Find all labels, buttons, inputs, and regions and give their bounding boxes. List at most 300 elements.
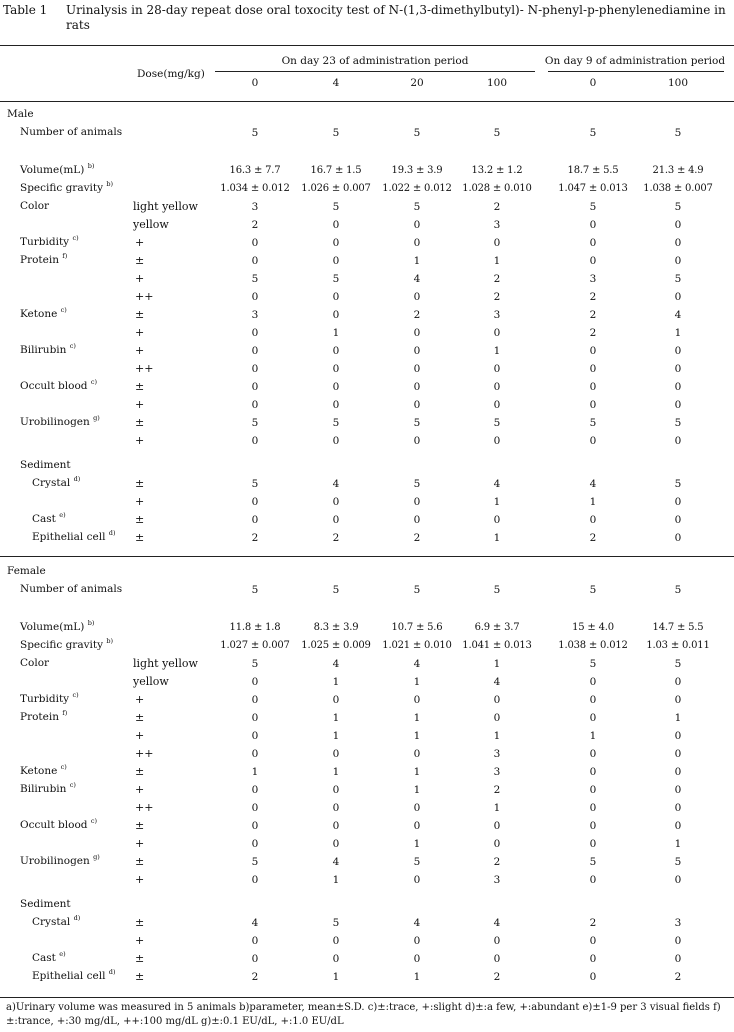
table-cell: 0 [493, 935, 501, 947]
table-cell: 0 [251, 935, 259, 947]
table-cell: 1.026 ± 0.007 [301, 183, 371, 194]
row-label [20, 459, 71, 471]
table-cell: 0 [674, 730, 682, 742]
table-cell: 4 [332, 658, 340, 670]
table-cell: 0 [589, 514, 597, 526]
row-label [32, 477, 80, 489]
table-cell: 3 [493, 748, 501, 760]
table-cell: 0 [674, 496, 682, 508]
table-cell: 0 [589, 748, 597, 760]
table-cell: 0 [493, 694, 501, 706]
table-cell: 3 [493, 766, 501, 778]
group2-rule [548, 71, 724, 72]
table-cell: 4 [332, 856, 340, 868]
row-label [20, 819, 97, 831]
row-label [20, 583, 122, 595]
table-cell: 0 [674, 766, 682, 778]
table-cell: 0 [674, 532, 682, 544]
table-cell: 13.2 ± 1.2 [471, 165, 523, 176]
table-cell: 5 [332, 417, 340, 429]
table-cell: 1 [674, 712, 682, 724]
table-cell: 0 [251, 784, 259, 796]
table-cell: 0 [332, 291, 340, 303]
table-cell: 0 [589, 838, 597, 850]
table-cell: 5 [251, 478, 259, 490]
row-label-text: Crystal [32, 916, 71, 928]
table-cell: 2 [413, 532, 421, 544]
table-cell: 0 [674, 514, 682, 526]
grade-label: + [135, 398, 145, 411]
row-label [20, 236, 79, 248]
table-cell: 1 [332, 766, 340, 778]
row-label-text: Epithelial cell [32, 970, 106, 982]
row-label-text: Volume(mL) [20, 621, 85, 633]
table-cell: 0 [413, 802, 421, 814]
table-cell: 0 [589, 874, 597, 886]
table-cell: 0 [589, 399, 597, 411]
table-cell: 2 [251, 971, 259, 983]
table-cell: 0 [674, 435, 682, 447]
row-label-text: Crystal [32, 477, 71, 489]
footnote-marker: d) [108, 529, 116, 537]
grade-label: + [135, 434, 145, 447]
footnote-marker: b) [87, 619, 95, 627]
footnote-marker: f) [62, 252, 68, 260]
table-cell: 4 [674, 309, 682, 321]
table-cell: 5 [413, 417, 421, 429]
table-cell: 0 [251, 953, 259, 965]
dose-header: 0 [589, 77, 597, 89]
table-cell: 0 [413, 363, 421, 375]
grade-label: + [135, 873, 145, 886]
table-cell: 0 [413, 953, 421, 965]
table-cell: 5 [674, 584, 682, 596]
row-label-text: Urobilinogen [20, 855, 90, 867]
table-cell: 0 [589, 820, 597, 832]
table-cell: 5 [251, 584, 259, 596]
row-label [20, 308, 67, 320]
table-cell: 0 [674, 255, 682, 267]
row-label [32, 531, 115, 543]
grade-label: ± [135, 855, 145, 868]
table-cell: 0 [251, 838, 259, 850]
table-cell: 0 [674, 237, 682, 249]
table-cell: 0 [413, 345, 421, 357]
row-label [20, 898, 71, 910]
table-cell: 0 [493, 838, 501, 850]
table-cell: 1 [493, 345, 501, 357]
table-cell: 5 [332, 127, 340, 139]
row-label [20, 783, 76, 795]
grade-label: ± [135, 477, 145, 490]
table-cell: 2 [332, 532, 340, 544]
table-cell: 0 [413, 820, 421, 832]
table-cell: 3 [251, 201, 259, 213]
footnote-marker: c) [60, 306, 67, 314]
grade-label: + [135, 934, 145, 947]
row-label-text: Sediment [20, 898, 71, 910]
table-cell: 1 [413, 838, 421, 850]
table-cell: 0 [332, 237, 340, 249]
table-cell: 3 [674, 917, 682, 929]
grade-label: yellow [133, 218, 169, 231]
dose-header: 0 [251, 77, 259, 89]
table-cell: 5 [413, 127, 421, 139]
row-label-text: Turbidity [20, 693, 70, 705]
dose-header: 100 [486, 77, 508, 89]
row-label-text: Color [20, 657, 50, 669]
table-cell: 0 [674, 784, 682, 796]
footnote-marker: g) [93, 414, 100, 422]
grade-label: ± [135, 970, 145, 983]
row-label [20, 711, 67, 723]
table-cell: 3 [493, 309, 501, 321]
row-label-text: Volume(mL) [20, 164, 85, 176]
table-cell: 1.047 ± 0.013 [558, 183, 628, 194]
grade-label: + [135, 326, 145, 339]
table-cell: 0 [493, 237, 501, 249]
footnote-marker: c) [60, 763, 67, 771]
table-cell: 1 [413, 784, 421, 796]
row-label-text: Turbidity [20, 236, 70, 248]
row-label [20, 765, 67, 777]
table-cell: 14.7 ± 5.5 [652, 622, 704, 633]
table-cell: 0 [332, 694, 340, 706]
table-cell: 1 [589, 730, 597, 742]
table-cell: 0 [413, 219, 421, 231]
table-cell: 0 [589, 219, 597, 231]
table-cell: 2 [589, 327, 597, 339]
table-cell: 2 [493, 856, 501, 868]
section-divider-rule [0, 556, 734, 557]
footnote-marker: f) [62, 709, 68, 717]
table-cell: 5 [332, 917, 340, 929]
table-cell: 0 [332, 784, 340, 796]
table-cell: 0 [674, 820, 682, 832]
table-cell: 1 [493, 658, 501, 670]
table-cell: 5 [251, 417, 259, 429]
table-cell: 2 [589, 309, 597, 321]
table-cell: 0 [493, 399, 501, 411]
grade-label: + [135, 236, 145, 249]
row-label-text: Protein [20, 711, 59, 723]
grade-label: ± [135, 711, 145, 724]
table-cell: 0 [493, 953, 501, 965]
table-cell: 0 [251, 399, 259, 411]
table-cell: 1 [332, 327, 340, 339]
grade-label: ± [135, 308, 145, 321]
table-cell: 0 [332, 363, 340, 375]
table-cell: 0 [251, 676, 259, 688]
table-cell: 0 [493, 514, 501, 526]
table-cell: 0 [332, 309, 340, 321]
table-cell: 3 [493, 219, 501, 231]
row-label [20, 344, 76, 356]
table-cell: 1 [413, 971, 421, 983]
table-cell: 0 [589, 766, 597, 778]
grade-label: + [135, 495, 145, 508]
table-cell: 0 [251, 694, 259, 706]
footnote-marker: d) [73, 914, 81, 922]
table-cell: 0 [251, 435, 259, 447]
grade-label: ± [135, 254, 145, 267]
table-cell: 0 [674, 802, 682, 814]
table-cell: 1 [413, 766, 421, 778]
table-cell: 5 [589, 417, 597, 429]
footnote-marker: e) [59, 511, 66, 519]
table-cell: 5 [674, 417, 682, 429]
footnote-marker: b) [87, 162, 95, 170]
row-label [20, 200, 49, 212]
grade-label: ± [135, 916, 145, 929]
table-cell: 0 [493, 381, 501, 393]
row-label-text: Cast [32, 952, 56, 964]
table-cell: 2 [251, 219, 259, 231]
grade-label: + [135, 693, 145, 706]
table-cell: 0 [251, 802, 259, 814]
table-cell: 0 [251, 381, 259, 393]
row-label-text: Specific gravity [20, 639, 104, 651]
row-label-text: Number of animals [20, 583, 123, 595]
table-cell: 5 [589, 201, 597, 213]
footnote-marker: c) [72, 691, 79, 699]
table-cell: 0 [674, 874, 682, 886]
footnote-marker: b) [106, 637, 114, 645]
row-label [20, 657, 49, 669]
table-cell: 0 [413, 496, 421, 508]
dose-label: Dose(mg/kg) [137, 68, 205, 80]
table-cell: 0 [674, 219, 682, 231]
grade-label: + [135, 729, 145, 742]
table-cell: 0 [589, 694, 597, 706]
grade-label: ++ [135, 362, 154, 375]
table-cell: 0 [332, 935, 340, 947]
table-cell: 1.03 ± 0.011 [646, 640, 710, 651]
table-cell: 5 [332, 201, 340, 213]
table-cell: 5 [589, 127, 597, 139]
table-cell: 4 [493, 478, 501, 490]
table-cell: 0 [332, 345, 340, 357]
row-label [32, 970, 115, 982]
table-cell: 0 [589, 971, 597, 983]
row-label-text: Color [20, 200, 50, 212]
table-cell: 0 [674, 399, 682, 411]
table-cell: 1 [413, 676, 421, 688]
table-cell: 0 [589, 255, 597, 267]
table-cell: 1.038 ± 0.007 [643, 183, 713, 194]
table-cell: 2 [493, 291, 501, 303]
row-label [20, 380, 97, 392]
table-cell: 0 [251, 237, 259, 249]
table-cell: 0 [589, 784, 597, 796]
row-label-text: Number of animals [20, 126, 123, 138]
table-cell: 0 [413, 291, 421, 303]
table-cell: 5 [589, 658, 597, 670]
grade-label: ± [135, 380, 145, 393]
table-cell: 5 [413, 856, 421, 868]
table-cell: 1.025 ± 0.009 [301, 640, 371, 651]
grade-label: + [135, 344, 145, 357]
footnote: a)Urinary volume was measured in 5 animals b)parameter, mean±S.D. c)±:trace, +:slight d)±:a few, +:abundant e)±1-9 per 3 visual fields f)±:trance, +:30 mg/dL, ++:100 mg/dL g)±:0.1 EU/dL, +:1.0 EU/dL [6, 1002, 721, 1027]
table-cell: 3 [589, 273, 597, 285]
table-cell: 0 [332, 953, 340, 965]
group2-header: On day 9 of administration period [544, 55, 726, 67]
table-cell: 0 [589, 802, 597, 814]
footnote-marker: c) [69, 781, 76, 789]
table-cell: 5 [332, 273, 340, 285]
table-cell: 0 [332, 255, 340, 267]
table-cell: 0 [332, 514, 340, 526]
table-cell: 5 [332, 584, 340, 596]
table-cell: 2 [251, 532, 259, 544]
section-heading: Female [7, 565, 46, 577]
table-title: Urinalysis in 28-day repeat dose oral toxocity test of N-(1,3-dimethylbutyl)- N-phenyl-p-phenylenediamine in rats [66, 3, 726, 32]
grade-label: ++ [135, 801, 154, 814]
row-label [32, 513, 66, 525]
table-cell: 0 [251, 496, 259, 508]
table-cell: 0 [589, 237, 597, 249]
table-cell: 1 [589, 496, 597, 508]
grade-label: ± [135, 531, 145, 544]
table-cell: 5 [251, 127, 259, 139]
table-cell: 21.3 ± 4.9 [652, 165, 704, 176]
table-label: Table 1 [3, 3, 48, 17]
table-cell: 4 [413, 917, 421, 929]
table-cell: 1.034 ± 0.012 [220, 183, 290, 194]
table-cell: 2 [589, 291, 597, 303]
table-cell: 6.9 ± 3.7 [474, 622, 520, 633]
table-cell: 4 [589, 478, 597, 490]
table-cell: 0 [332, 802, 340, 814]
table-cell: 2 [589, 532, 597, 544]
table-cell: 5 [589, 856, 597, 868]
table-cell: 2 [493, 784, 501, 796]
table-cell: 1 [674, 838, 682, 850]
grade-label: yellow [133, 675, 169, 688]
table-cell: 0 [251, 748, 259, 760]
grade-label: light yellow [133, 200, 198, 213]
row-label [20, 855, 100, 867]
table-cell: 19.3 ± 3.9 [391, 165, 443, 176]
table-cell: 0 [332, 748, 340, 760]
table-cell: 1 [413, 730, 421, 742]
table-cell: 0 [413, 748, 421, 760]
grade-label: ± [135, 513, 145, 526]
row-label-text: Occult blood [20, 380, 88, 392]
table-cell: 1.028 ± 0.010 [462, 183, 532, 194]
footnote-marker: b) [106, 180, 114, 188]
table-cell: 1 [332, 712, 340, 724]
table-cell: 0 [413, 514, 421, 526]
dose-header: 20 [410, 77, 424, 89]
row-label-text: Protein [20, 254, 59, 266]
row-label-text: Bilirubin [20, 783, 67, 795]
table-cell: 0 [251, 712, 259, 724]
row-label [20, 621, 94, 633]
row-label-text: Epithelial cell [32, 531, 106, 543]
table-cell: 2 [493, 201, 501, 213]
table-cell: 1.022 ± 0.012 [382, 183, 452, 194]
table-cell: 5 [493, 417, 501, 429]
table-cell: 5 [493, 127, 501, 139]
table-cell: 1 [413, 255, 421, 267]
row-label [20, 126, 122, 138]
table-cell: 5 [674, 127, 682, 139]
grade-label: + [135, 272, 145, 285]
table-cell: 1.027 ± 0.007 [220, 640, 290, 651]
row-label [32, 916, 80, 928]
table-cell: 1 [493, 496, 501, 508]
grade-label: ++ [135, 747, 154, 760]
table-cell: 4 [413, 658, 421, 670]
table-cell: 0 [413, 327, 421, 339]
footnote-marker: c) [90, 817, 98, 825]
table-cell: 2 [493, 273, 501, 285]
table-cell: 0 [413, 381, 421, 393]
table-cell: 10.7 ± 5.6 [391, 622, 443, 633]
table-cell: 0 [674, 676, 682, 688]
table-cell: 5 [674, 201, 682, 213]
dose-header: 100 [667, 77, 689, 89]
table-cell: 0 [251, 255, 259, 267]
row-label [20, 639, 113, 651]
table-cell: 1 [493, 532, 501, 544]
table-cell: 0 [251, 874, 259, 886]
table-cell: 0 [589, 935, 597, 947]
table-cell: 5 [493, 584, 501, 596]
group1-header: On day 23 of administration period [281, 55, 469, 67]
grade-label: + [135, 783, 145, 796]
table-cell: 8.3 ± 3.9 [313, 622, 359, 633]
grade-label: ± [135, 819, 145, 832]
grade-label: + [135, 837, 145, 850]
table-cell: 1.021 ± 0.010 [382, 640, 452, 651]
row-label-text: Ketone [20, 765, 58, 777]
table-cell: 5 [251, 658, 259, 670]
table-cell: 0 [251, 820, 259, 832]
table-cell: 5 [413, 201, 421, 213]
grade-label: ± [135, 416, 145, 429]
table-cell: 0 [674, 381, 682, 393]
table-cell: 0 [493, 363, 501, 375]
table-cell: 0 [413, 435, 421, 447]
table-cell: 0 [493, 712, 501, 724]
table-cell: 0 [589, 953, 597, 965]
table-cell: 0 [251, 514, 259, 526]
row-label-text: Bilirubin [20, 344, 67, 356]
table-cell: 2 [674, 971, 682, 983]
table-cell: 0 [251, 363, 259, 375]
table-cell: 0 [251, 327, 259, 339]
row-label-text: Urobilinogen [20, 416, 90, 428]
table-cell: 0 [413, 237, 421, 249]
grade-label: light yellow [133, 657, 198, 670]
table-cell: 1 [251, 766, 259, 778]
table-cell: 3 [251, 309, 259, 321]
table-cell: 0 [251, 291, 259, 303]
footnote-marker: d) [108, 968, 116, 976]
table-cell: 0 [332, 219, 340, 231]
table-cell: 1 [332, 730, 340, 742]
table-cell: 2 [413, 309, 421, 321]
table-cell: 18.7 ± 5.5 [567, 165, 619, 176]
table-cell: 5 [413, 584, 421, 596]
table-cell: 15 ± 4.0 [572, 622, 614, 633]
table-cell: 0 [332, 838, 340, 850]
table-cell: 1 [413, 712, 421, 724]
table-cell: 16.7 ± 1.5 [310, 165, 362, 176]
section-heading: Male [7, 108, 34, 120]
